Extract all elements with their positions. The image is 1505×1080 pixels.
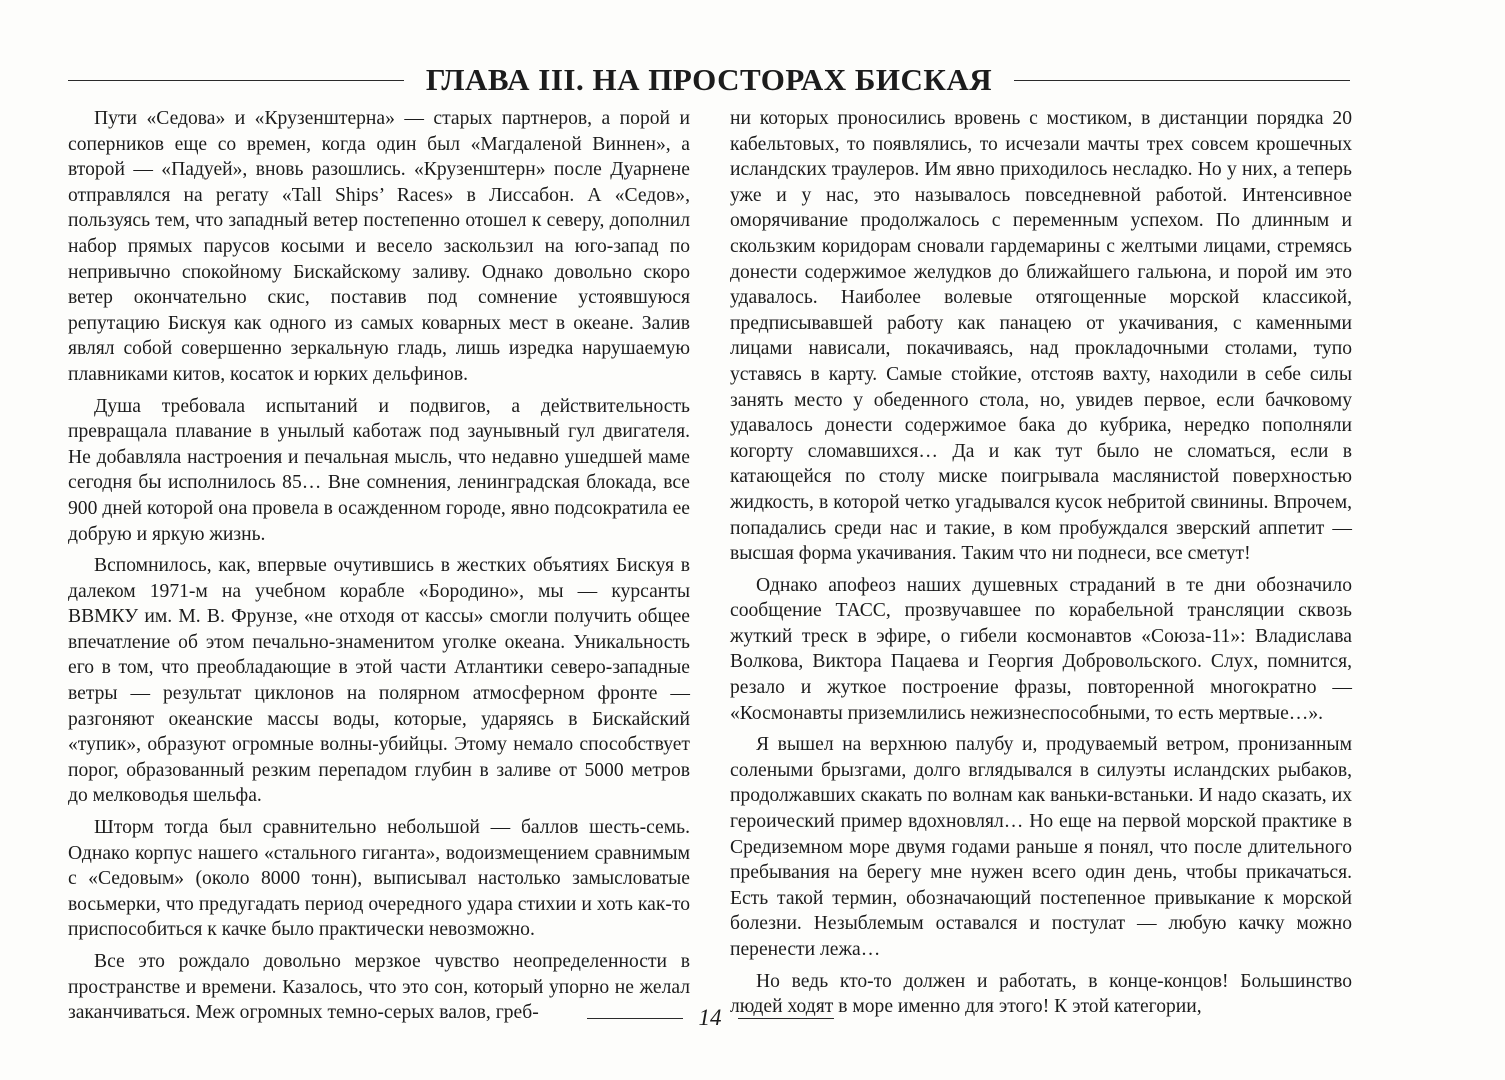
paragraph: Шторм тогда был сравнительно небольшой — баллов шесть-семь. Однако корпус нашего «стального гиганта», водоизмещением сравнимым с «Седовым» (около 8000 тонн), выписывал настолько замысловатые восьмерки, что предугадать период очередного удара стихии и хоть как-то приспособиться к качке было практически невозможно.	[68, 817, 690, 941]
footer-rule-right	[738, 1018, 834, 1019]
paragraph: Я вышел на верхнюю палубу и, продуваемый ветром, пронизанным солеными брызгами, долго вглядывался в силуэты исландских рыбаков, продолжавших скакать по волнам как ваньки-встаньки. И надо сказать, их героический пример вдохновлял… Но еще на первой морской практике в Средиземном море двумя годами раньше я понял, что после длительного пребывания на берегу мне нужен всего один день, чтобы прикачаться. Есть такой термин, обозначающий постепенное привыкание к морской болезни. Незыблемым оставался и постулат — любую качку можно перенести лежа…	[730, 734, 1352, 960]
chapter-header	[68, 58, 1350, 102]
paragraph: Пути «Седова» и «Крузенштерна» — старых партнеров, а порой и соперников еще со времен, когда один был «Магдаленой Виннен», а второй — «Падуей», вновь разошлись. «Крузенштерн» после Дуарнене отправлялся на регату «Tall Ships’ Races» в Лиссабон. А «Седов», пользуясь тем, что западный ветер постепенно отошел к северу, дополнил набор прямых парусов косыми и весело заскользил на юго-запад по непривычно спокойному Бискайскому заливу. Однако довольно скоро ветер окончательно скис, поставив под сомнение устоявшуюся репутацию Бискуя как одного из самых коварных мест в океане. Залив являл собой совершенно зеркальную гладь, лишь изредка нарушаемую плавниками китов, косаток и юрких дельфинов.	[68, 108, 690, 385]
paragraph: Все это рождало довольно мерзкое чувство неопределенности в пространстве и времени. Казалось, что это сон, который упорно не желал заканчиваться. Меж огромных темно-серых валов, греб-	[68, 951, 690, 1024]
page-number: 14	[698, 1005, 722, 1030]
paragraph: Душа требовала испытаний и подвигов, а действительность превращала плавание в унылый каботаж под заунывный гул двигателя. Не добавляла настроения и печальная мысль, что недавно ушедшей маме сегодня бы исполнилось 85… Вне сомнения, ленинградская блокада, все 900 дней которой она провела в осажденном городе, явно подсократила ее добрую и яркую жизнь.	[68, 395, 690, 545]
text-column-left	[68, 106, 690, 1026]
chapter-title: ГЛАВА III. НА ПРОСТОРАХ БИСКАЯ	[425, 62, 993, 97]
page-footer	[560, 1003, 860, 1033]
paragraph: Однако апофеоз наших душевных страданий в те дни обозначило сообщение ТАСС, прозвучавшее по корабельной трансляции сквозь жуткий треск в эфире, о гибели космонавтов «Союза-11»: Владислава Волкова, Виктора Пацаева и Георгия Добровольского. Слух, помнится, резало и жуткое построение фразы, повторенной многократно — «Космонавты приземлились нежизнеспособными, то есть мертвые…».	[730, 574, 1352, 724]
paragraph: Но ведь кто-то должен и работать, в конце-концов! Большинство людей ходят в море именно для этого! К этой категории,	[730, 970, 1352, 1018]
header-rule-right	[1014, 80, 1350, 81]
paragraph-continued: ни которых проносились вровень с мостиком, в дистанции порядка 20 кабельтовых, то появлялись, то исчезали мачты трех совсем крошечных исландских траулеров. Им явно приходилось несладко. Но у них, а теперь уже и у нас, это называлось повседневной работой. Интенсивное оморячивание продолжалось с переменным успехом. По длинным и скользким коридорам сновали гардемарины с желтыми лицами, стремясь донести содержимое желудков до ближайшего гальюна, и порой им это удавалось. Наиболее волевые отягощенные морской классикой, предписывавшей работу как панацею от укачивания, с каменными лицами нависали, покачиваясь, над прокладочными столами, тупо уставясь в карту. Самые стойкие, отстояв вахту, находили в себе силы занять место у обеденного стола, но, увидев первое, если бачковому удавалось донести содержимое бака до кубрика, нередко пополняли когорту сломавшихся… Да и как тут было не сломаться, если в катающейся по столу миске поигрывала маслянистой поверхностью жидкость, в которой четко угадывался кусок небритой свинины. Впрочем, попадались среди нас и такие, в ком пробуждался зверский аппетит — высшая форма укачивания. Таким что ни поднеси, все сметут!	[730, 108, 1352, 565]
footer-rule-left	[587, 1018, 683, 1019]
paragraph: Вспомнилось, как, впервые очутившись в жестких объятиях Бискуя в далеком 1971-м на учебном корабле «Бородино», мы — курсанты ВВМКУ им. М. В. Фрунзе, «не отходя от кассы» смогли получить общее впечатление об этом печально-знаменитом уголке океана. Уникальность его в том, что преобладающие в этой части Атлантики северо-западные ветры — результат циклонов на полярном атмосферном фронте — разгоняют океанские массы воды, которые, ударяясь в Бискайский «тупик», образуют огромные волны-убийцы. Этому немало способствует порог, образованный резким перепадом глубин в заливе от 5000 метров до мелководья шельфа.	[68, 555, 690, 807]
text-column-right	[730, 106, 1352, 1020]
header-rule-left	[68, 80, 404, 81]
